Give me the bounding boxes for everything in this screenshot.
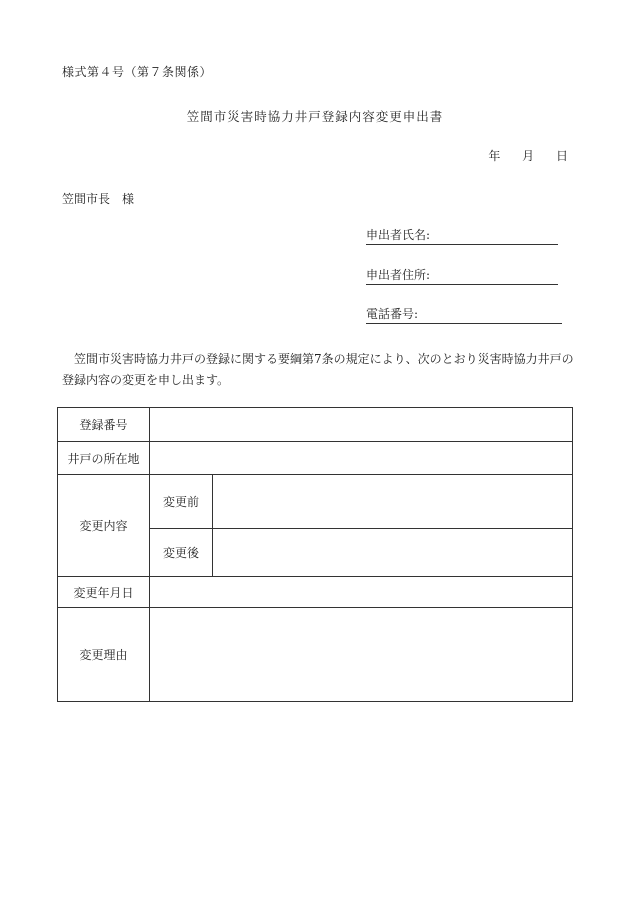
change-form-table [57, 407, 573, 702]
applicant-name-field[interactable] [366, 228, 558, 245]
well-location-label: 井戸の所在地 [58, 442, 150, 475]
registration-number-input[interactable] [150, 408, 573, 442]
change-content-label: 変更内容 [58, 475, 150, 577]
before-change-input[interactable] [213, 475, 573, 529]
before-change-label: 変更前 [150, 475, 213, 529]
body-line-2: 登録内容の変更を申し出ます。 [62, 373, 230, 387]
change-date-label: 変更年月日 [58, 577, 150, 608]
change-date-input[interactable] [150, 577, 573, 608]
after-change-input[interactable] [213, 529, 573, 577]
after-change-label: 変更後 [150, 529, 213, 577]
body-text [62, 349, 576, 391]
table-row [58, 608, 573, 702]
applicant-name-label: 申出者氏名: [366, 228, 431, 242]
phone-number-field[interactable] [366, 307, 562, 324]
applicant-address-field[interactable] [366, 268, 558, 285]
well-location-input[interactable] [150, 442, 573, 475]
table-row [58, 408, 573, 442]
phone-number-label: 電話番号: [366, 307, 419, 321]
body-line-1: 笠間市災害時協力井戸の登録に関する要綱第7条の規定により、次のとおり災害時協力井戸の [74, 352, 574, 366]
registration-number-label: 登録番号 [58, 408, 150, 442]
change-reason-input[interactable] [150, 608, 573, 702]
form-number: 様式第４号（第７条関係） [62, 65, 213, 79]
table-row [58, 577, 573, 608]
addressee: 笠間市長 様 [62, 192, 135, 206]
date-line: 年 月 日 [488, 149, 568, 163]
table-row [58, 475, 573, 529]
applicant-address-label: 申出者住所: [366, 268, 431, 282]
table-row [58, 442, 573, 475]
change-reason-label: 変更理由 [58, 608, 150, 702]
document-title: 笠間市災害時協力井戸登録内容変更申出書 [186, 109, 444, 124]
